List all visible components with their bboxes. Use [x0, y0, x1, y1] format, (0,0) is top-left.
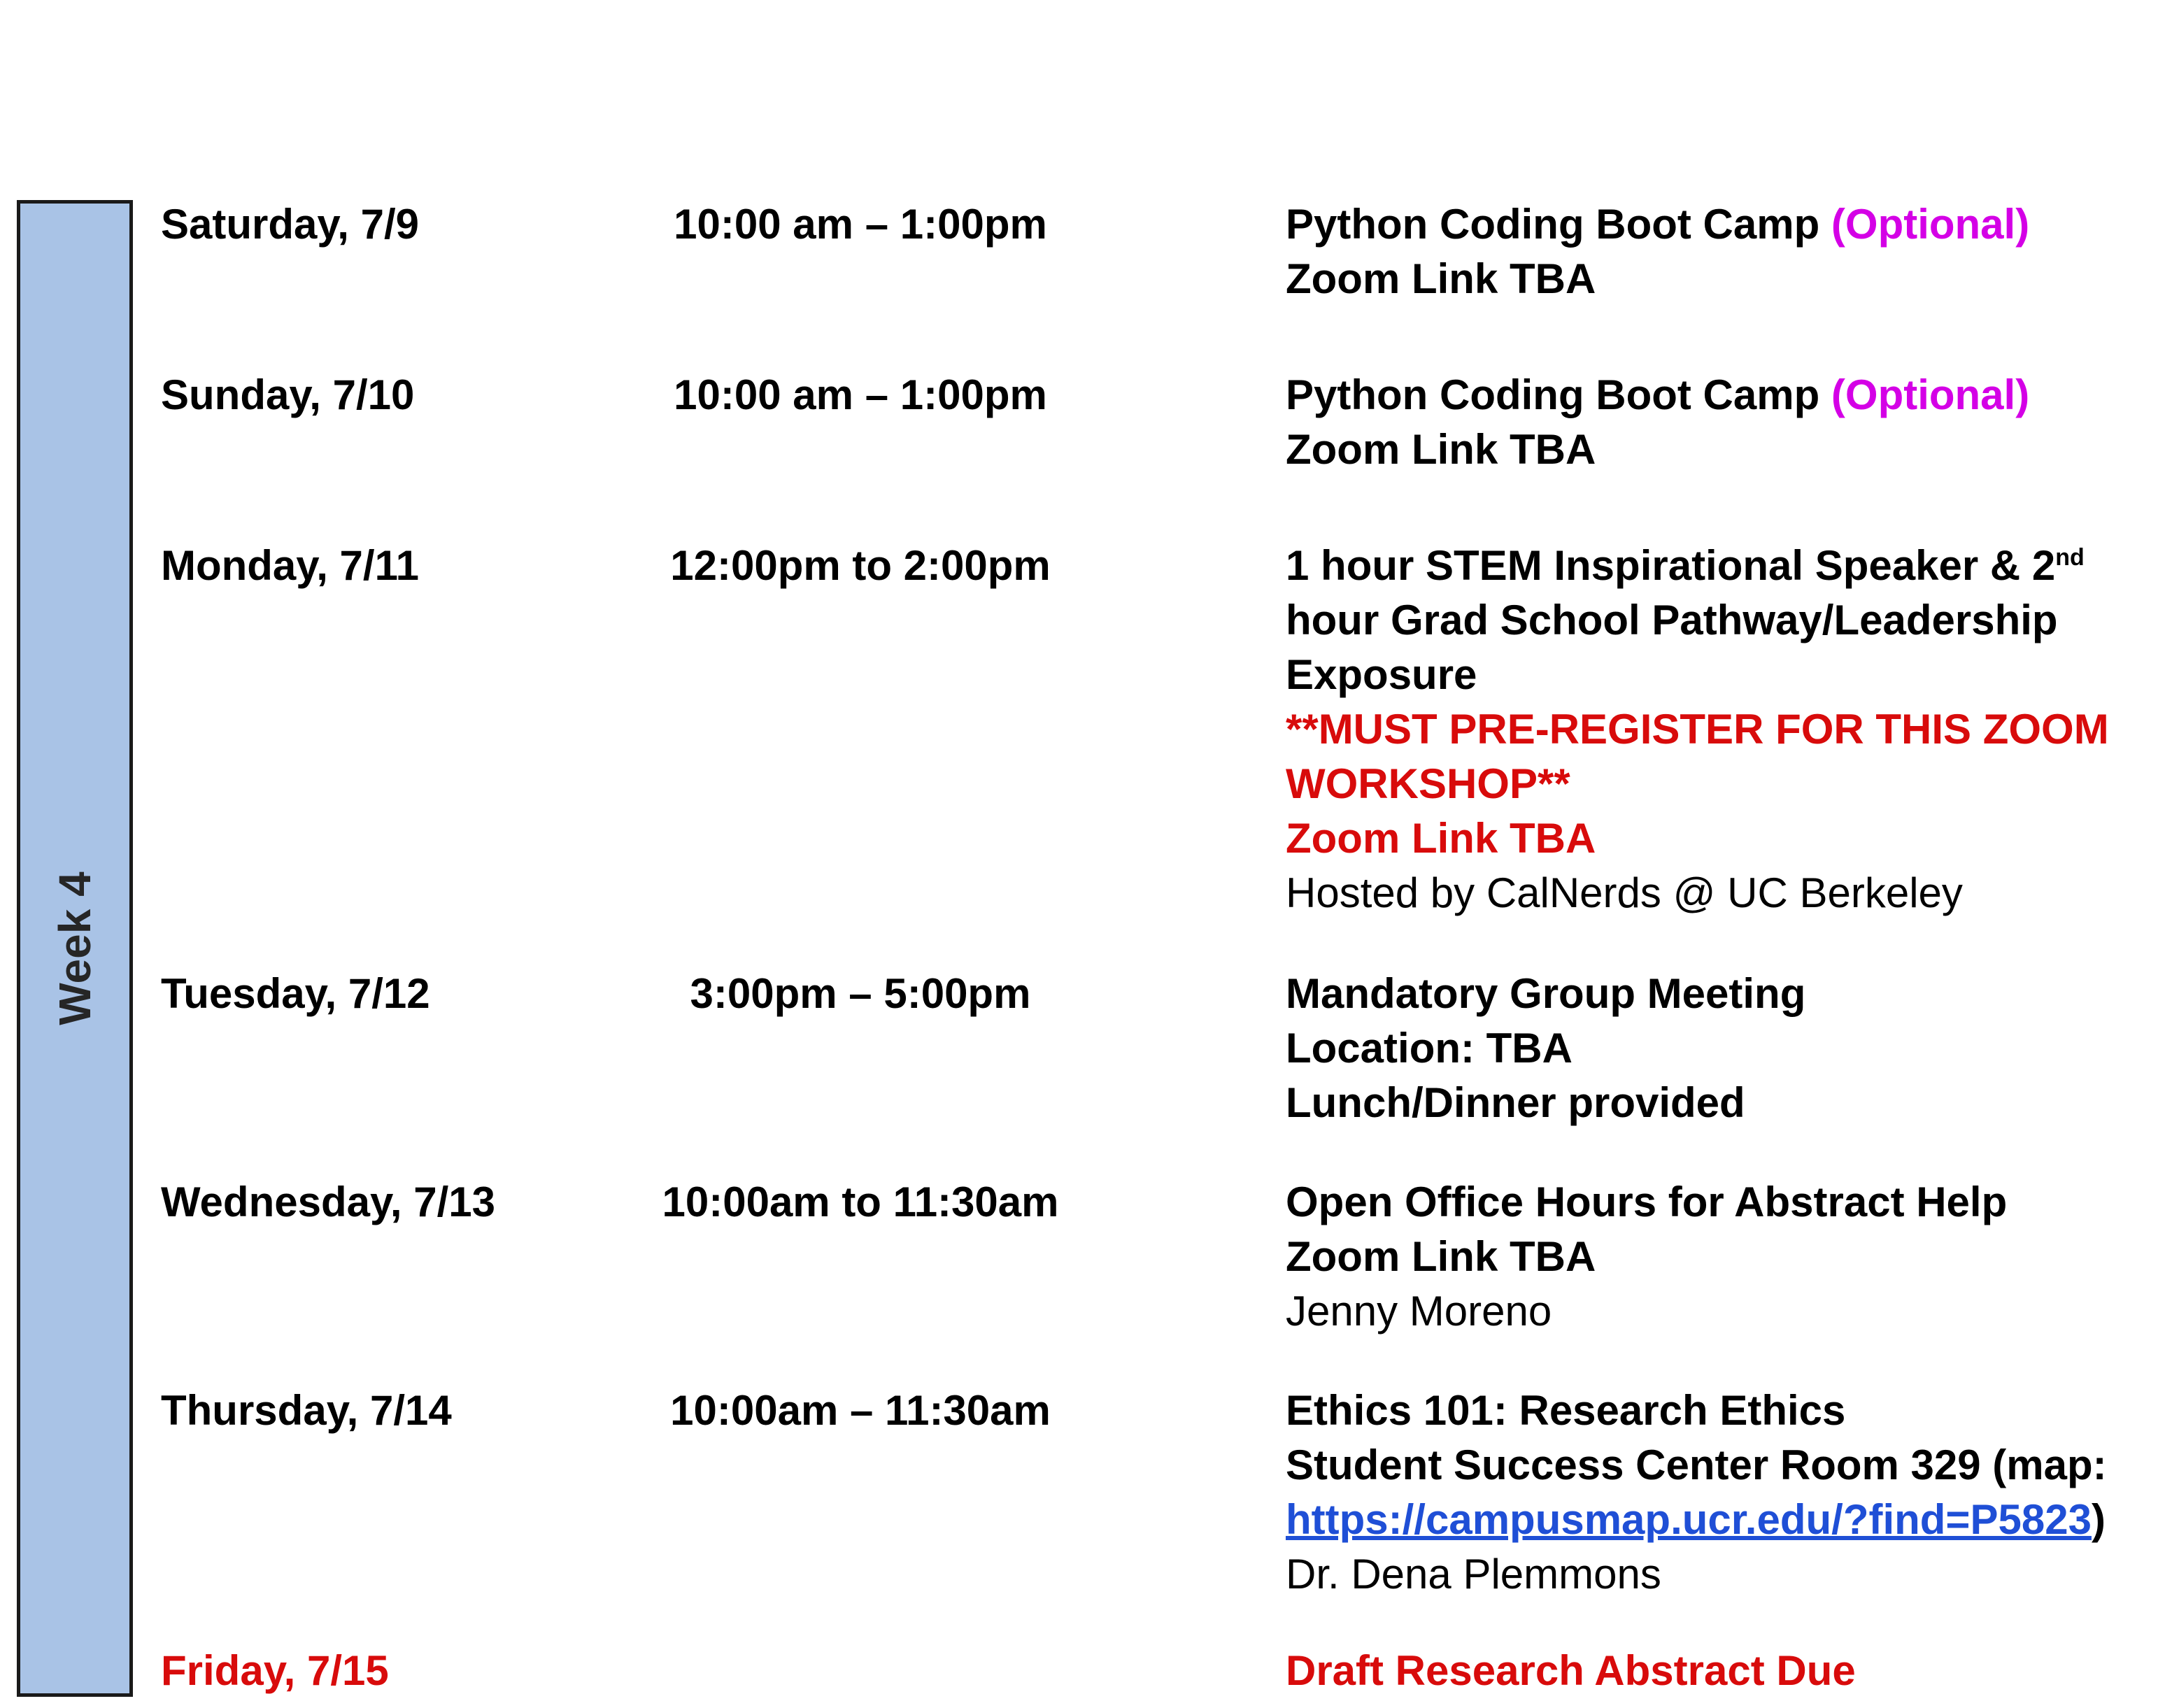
row-day: Saturday, 7/9 [161, 201, 420, 248]
event-host: Dr. Dena Plemmons [1286, 1551, 1661, 1597]
row-time: 3:00pm – 5:00pm [690, 970, 1031, 1017]
row-day: Monday, 7/11 [161, 542, 420, 589]
optional-tag: (Optional) [1831, 371, 2030, 418]
row-event [1286, 368, 2146, 477]
event-title-line2: hour Grad School Pathway/Leadership [1286, 597, 2058, 643]
row-time: 10:00am to 11:30am [662, 1179, 1059, 1225]
row-event [1286, 1383, 2146, 1602]
zoom-link-text: Zoom Link TBA [1286, 426, 1596, 473]
zoom-link-text: Zoom Link TBA [1286, 255, 1596, 302]
event-meal-note: Lunch/Dinner provided [1286, 1079, 1745, 1126]
event-title: Python Coding Boot Camp [1286, 201, 1820, 248]
row-time: 10:00am – 11:30am [670, 1387, 1051, 1434]
row-day: Wednesday, 7/13 [161, 1179, 496, 1225]
event-title-line1: 1 hour STEM Inspirational Speaker & 2 [1286, 542, 2056, 589]
row-event [1286, 197, 2146, 306]
campus-map-link[interactable]: https://campusmap.ucr.edu/?find=P5823 [1286, 1496, 2092, 1543]
row-time: 10:00 am – 1:00pm [674, 371, 1047, 418]
preregister-notice-cont: WORKSHOP** [1286, 760, 1570, 807]
row-event [1286, 1175, 2146, 1339]
event-title: Mandatory Group Meeting [1286, 970, 1806, 1017]
zoom-link-text: Zoom Link TBA [1286, 815, 1596, 862]
row-day: Thursday, 7/14 [161, 1387, 452, 1434]
row-time: 10:00 am – 1:00pm [674, 201, 1047, 248]
week-sidebar [17, 200, 133, 1697]
row-day: Tuesday, 7/12 [161, 970, 430, 1017]
ordinal-suffix: nd [2055, 544, 2085, 571]
event-host: Jenny Moreno [1286, 1288, 1552, 1335]
event-location: Student Success Center Room 329 (map: [1286, 1442, 2107, 1488]
event-host: Hosted by CalNerds @ UC Berkeley [1286, 869, 1963, 916]
event-title: Ethics 101: Research Ethics [1286, 1387, 1846, 1434]
event-title: Python Coding Boot Camp [1286, 371, 1820, 418]
row-event [1286, 539, 2146, 920]
event-title: Draft Research Abstract Due [1286, 1647, 1856, 1694]
row-event [1286, 967, 2146, 1130]
event-title: Open Office Hours for Abstract Help [1286, 1179, 2008, 1225]
preregister-notice: **MUST PRE-REGISTER FOR THIS ZOOM [1286, 706, 2109, 753]
row-event [1286, 1644, 2146, 1698]
row-day: Sunday, 7/10 [161, 371, 415, 418]
row-day: Friday, 7/15 [161, 1647, 389, 1694]
zoom-link-text: Zoom Link TBA [1286, 1233, 1596, 1280]
optional-tag: (Optional) [1831, 201, 2030, 248]
row-time: 12:00pm to 2:00pm [670, 542, 1051, 589]
event-title-line3: Exposure [1286, 651, 1477, 698]
event-location: Location: TBA [1286, 1025, 1573, 1072]
week-label: Week 4 [50, 871, 100, 1025]
paren-close: ) [2091, 1496, 2106, 1543]
